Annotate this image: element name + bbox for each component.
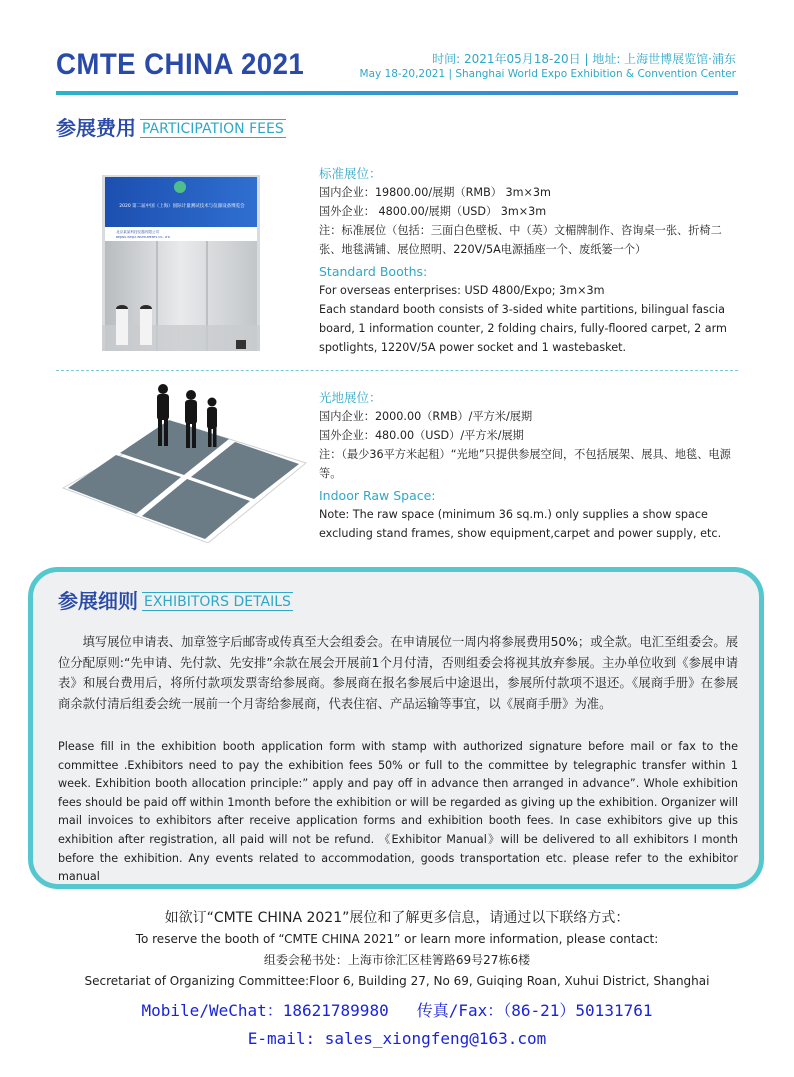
standard-note-cn: 注：标准展位（包括：三面白色壁板、中（英）文楣牌制作、咨询桌一张、折椅二张、地毯满铺、展位照明、220V/5A电源插座一个、废纸篓一个） [319, 224, 722, 256]
standard-heading-cn: 标准展位： [319, 166, 382, 181]
standard-heading-en: Standard Booths: [319, 264, 428, 279]
header-divider [56, 91, 738, 95]
raw-desc-en: Note: The raw space (minimum 36 sq.m.) only supplies a show space excluding stand frames, show equipment,carpet and power supply, etc. [319, 508, 722, 540]
contact-intro-en: To reserve the booth of “CMTE CHINA 2021” or learn more information, please contact: [135, 932, 659, 946]
fees-title-cn: 参展费用 [56, 116, 136, 140]
mobile-wechat: Mobile/WeChat：18621789980 [141, 1001, 389, 1020]
event-logo: CMTE CHINA 2021 [56, 48, 305, 81]
booth-banner-text: 2020 第二届中国（上海）国际计量测试技术与仪器设备博览会 [119, 204, 245, 209]
standard-booth-info [319, 164, 739, 357]
secretariat-address-en: Secretariat of Organizing Committee:Floor 6, Building 27, No 69, Guiqing Roan, Xuhui District, Shanghai [84, 974, 710, 988]
raw-space-info [319, 388, 739, 543]
raw-heading-en: Indoor Raw Space: [319, 488, 436, 503]
fees-section-title [56, 118, 286, 138]
secretariat-address-cn: 组委会秘书处：上海市徐汇区桂箐路69号27栋6楼 [263, 953, 531, 967]
raw-note-cn: 注：（最少36平方米起租）“光地”只提供参展空间，不包括展架、展具、地毯、电源等。 [319, 448, 731, 480]
details-title-en: EXHIBITORS DETAILS [144, 594, 291, 610]
raw-space-image [58, 378, 308, 543]
standard-domestic-price: 国内企业：19800.00/展期（RMB） 3m×3m [319, 186, 551, 199]
details-title-cn: 参展细则 [58, 589, 138, 613]
booth-fascia-text: 北京某某科技仪器有限公司 [116, 230, 160, 234]
section-divider [56, 370, 738, 371]
details-text-cn: 填写展位申请表、加章签字后邮寄或传真至大会组委会。在申请展位一周内将参展费用50%；或全款。电汇至组委会。展位分配原则:“先申请、先付款、先安排”余款在展会开展前1个月付清，否则组委会将视其放弃参展。主办单位收到《参展申请表》和展台费用后，将所付款项发票寄给参展商。参展商在报名参展后中途退出，参展所付款项不退还。《展商手册》在参展商余款付清后组委会统一展前一个月寄给参展商，代表住宿、产品运输等事宜，以《展商手册》为准。 [58, 635, 738, 711]
raw-heading-cn: 光地展位： [319, 390, 382, 405]
fax-number: 传真/Fax：（86-21）50131761 [416, 1001, 653, 1020]
booth-fascia-en: BEIJING WEIJIA INSTRUMENTS CO., LTD [116, 235, 170, 239]
details-text-en: Please fill in the exhibition booth application form with stamp with authorized signature before mail or fax to the committee .Exhibitors need to pay the exhibition fees 50% or full to the committee by telegraphic transfer within 1 week. Exhibition booth allocation principle:” apply and pay off in advance then arranged in advance”. Whole exhibition fees should be paid off within 1month before the exhibition or will be regarded as giving up the exhibition. Organizer will mail invoices to exhibitors after receive application forms and exhibition booth fees. In case exhibitors give up this exhibition after registration, all paid will not be refund. 《Exhibitor Manual》will be delivered to all exhibitors I month before the exhibition. Any events related to accommodation, goods transportation etc. please refer to the exhibitor manual [58, 740, 738, 884]
raw-foreign-price: 国外企业：480.00（USD）/平方米/展期 [319, 429, 524, 442]
standard-booth-image [102, 175, 260, 351]
details-section-title [58, 591, 293, 611]
standard-overseas-price: For overseas enterprises: USD 4800/Expo; 3m×3m [319, 284, 605, 297]
email-address[interactable]: E-mail: sales_xiongfeng@163.com [247, 1029, 547, 1048]
raw-domestic-price: 国内企业：2000.00（RMB）/平方米/展期 [319, 410, 533, 423]
standard-desc-en: Each standard booth consists of 3-sided white partitions, bilingual fascia board, 1 information counter, 2 folding chairs, fully-floored carpet, 2 arm spotlights, 1220V/5A power socket and 1 wastebasket. [319, 303, 727, 354]
header-info-cn: 时间: 2021年05月18-20日 | 地址: 上海世博展览馆·浦东 [432, 52, 736, 66]
fees-title-en: PARTICIPATION FEES [142, 121, 284, 137]
standard-foreign-price: 国外企业： 4800.00/展期（USD） 3m×3m [319, 205, 547, 218]
header-info-en: May 18-20,2021 | Shanghai World Expo Exhibition & Convention Center [359, 68, 736, 80]
phone-fax-line [0, 998, 794, 1021]
contact-intro-cn: 如欲订“CMTE CHINA 2021”展位和了解更多信息，请通过以下联络方式： [164, 910, 630, 926]
